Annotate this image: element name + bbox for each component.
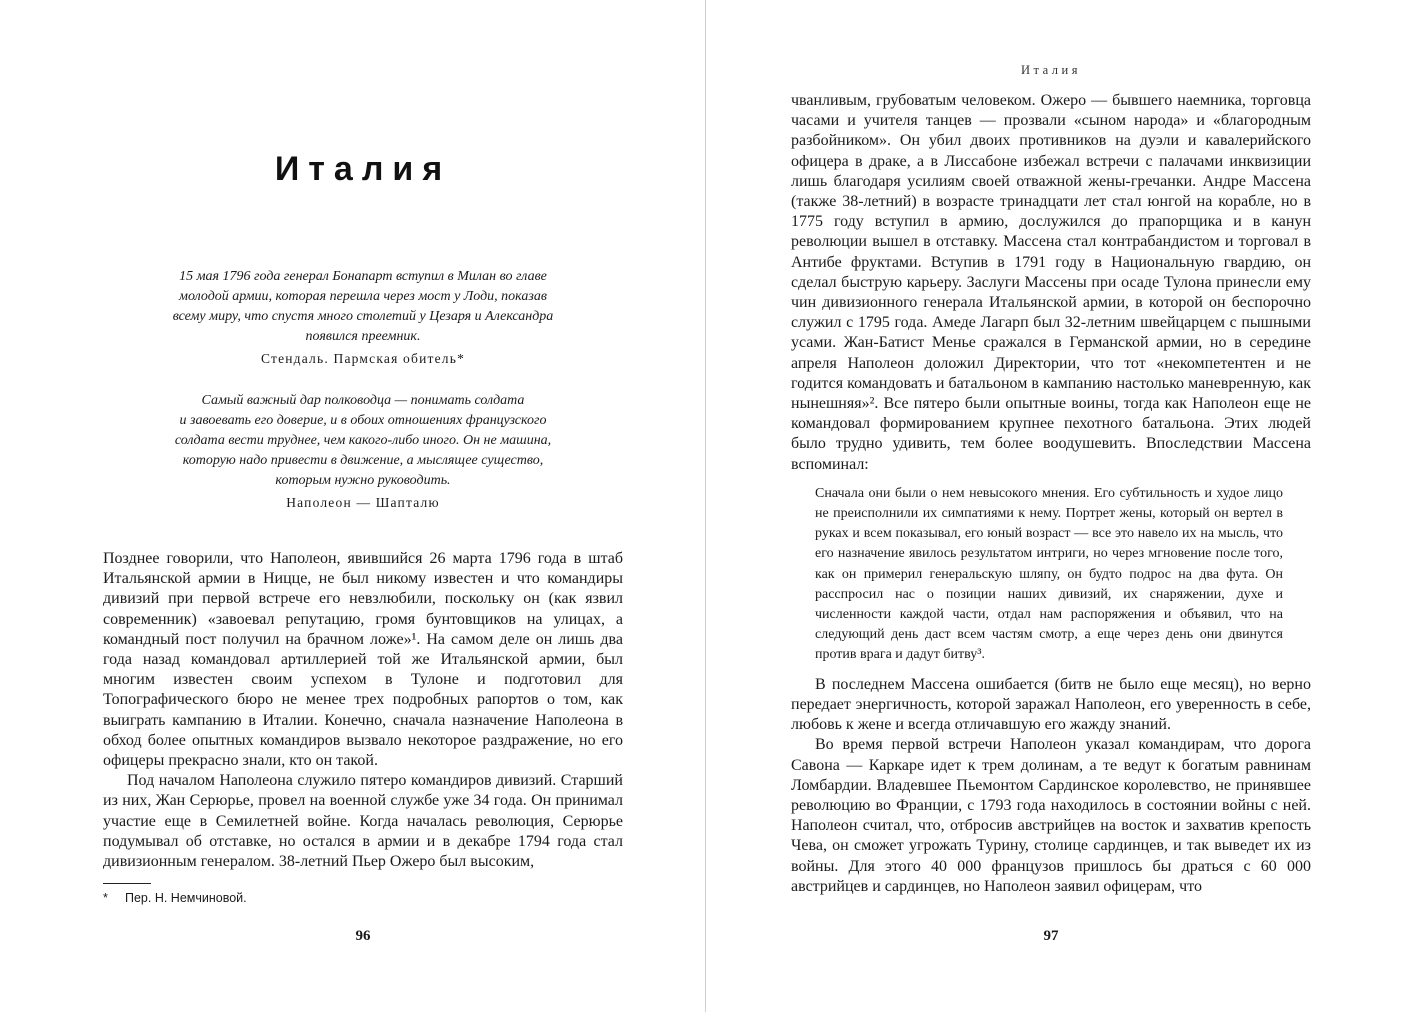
epigraph-source: Наполеон — Шапталю [286, 495, 440, 510]
epigraph-napoleon [140, 391, 586, 513]
epigraph-line: всему миру, что спустя много столетий у Цезаря и Александра [172, 309, 554, 324]
footnote [103, 891, 247, 905]
body-paragraph: чванливым, грубоватым человеком. Ожеро — бывшего наемника, торговца часами и учителя танцев — прозвали «сыном народа» и «благородным разбойником». Он убил двоих противников на дуэли и кавалерийского офицера в драке, а в Лиссабоне избежал встречи с палачами инквизиции лишь благодаря усилиям своей отважной жены-гречанки. Андре Массена (также 38-летний) в возрасте тринадцати лет стал юнгой на корабле, но в 1775 году вступил в армию, дослужился до прапорщика и в канун революции вышел в отставку. Массена стал контрабандистом и торговал в Антибе фруктами. Вступив в 1791 году в Национальную гвардию, он сделал быструю карьеру. Заслуги Массены при осаде Тулона принесли ему чин дивизионного генерала Итальянской армии, в которой он беспорочно служил с 1795 года. Амеде Лагарп был 32-летним швейцарцем с пышными усами. Жан-Батист Менье сражался в Германской армии, но в середине апреля Наполеон доложил Директории, что тот «некомпетентен и не годится командовать и батальоном в кампанию настолько маневренную, как нынешняя»². Все пятеро были опытные воины, тогда как Наполеон еще не командовал формированием крупнее пехотного батальона. Этих людей было трудно удивить, тем более воодушевить. Впоследствии Массена вспоминал: [791, 92, 1311, 473]
epigraph-line: молодой армии, которая перешла через мост у Лоди, показав [179, 289, 547, 304]
page-number: 96 [355, 928, 371, 944]
epigraph-stendhal [140, 267, 586, 369]
epigraph-line: Самый важный дар полководца — понимать солдата [201, 393, 525, 408]
epigraph-source: Стендаль. Пармская обитель* [260, 351, 466, 366]
page-number: 97 [1043, 928, 1059, 944]
epigraph-line: появился преемник. [305, 329, 421, 344]
body-paragraph: Позднее говорили, что Наполеон, явившийся 26 марта 1796 года в штаб Итальянской армии в Ницце, не был никому известен и что командиры дивизий при первой встрече его невзлюбили, поскольку он (как язвил современник) «завоевал репутацию, громя бунтовщиков на улицах, а командный пост получил на брачном ложе»¹. На самом деле он лишь два года назад командовал артиллерией той же Итальянской армии, был многим известен своим успехом в Тулоне и подготовил для Топографического бюро не менее трех подробных рапортов о том, как выиграть кампанию в Италии. Конечно, сначала назначение Наполеона в обход более опытных командиров вызвало некоторое раздражение, но его офицеры прекрасно знали, кто он такой. [103, 550, 623, 770]
epigraph-line: которым нужно руководить. [275, 473, 451, 488]
footnote-rule [103, 883, 151, 884]
left-body-text [103, 549, 623, 872]
footnote-text: Пер. Н. Немчиновой. [125, 891, 247, 905]
epigraph-line: 15 мая 1796 года генерал Бонапарт вступил в Милан во главе [179, 269, 547, 284]
epigraph-line: и завоевать его доверие, и в обоих отношениях французского [179, 413, 547, 428]
right-body-text [791, 91, 1311, 897]
right-page [707, 0, 1410, 1012]
running-head: Италия [1021, 63, 1081, 77]
epigraph-line: которую надо привести в движение, а мыслящее существо, [182, 453, 544, 468]
body-paragraph: Во время первой встречи Наполеон указал командирам, что дорога Савона — Каркаре идет к трем долинам, а те ведут к богатым равнинам Ломбардии. Владевшее Пьемонтом Сардинское королевство, не принявшее революцию во Франции, с 1793 года находилось в состоянии войны с ней. Наполеон считал, что, отбросив австрийцев на восток и захватив крепость Чева, он сможет угрожать Турину, столице сардинцев, и так выведет их из войны. Для этого 40 000 французов пришлось бы драться с 60 000 австрийцев и сардинцев, но Наполеон заявил офицерам, что [791, 736, 1311, 895]
gutter-divider [705, 0, 706, 1012]
body-paragraph: Под началом Наполеона служило пятеро командиров дивизий. Старший из них, Жан Серюрье, провел на военной службе уже 34 года. Он принимал участие еще в Семилетней войне. Когда началась революция, Серюрье подумывал об отставке, но остался в армии и в декабре 1794 года стал дивизионным генералом. 38-летний Пьер Ожеро был высоким, [103, 772, 623, 871]
chapter-title: Италия [274, 150, 452, 188]
footnote-mark: * [103, 891, 108, 905]
epigraph-line: солдата вести труднее, чем какого-либо иного. Он не машина, [174, 433, 552, 448]
body-paragraph: В последнем Массена ошибается (битв не было еще месяц), но верно передает энергичность, которой заражал Наполеон, его уверенность в себе, любовь к жене и всегда отличавшую его жажду знаний. [791, 675, 1311, 734]
block-quote: Сначала они были о нем невысокого мнения. Его субтильность и худое лицо не преисполнили их симпатиями к нему. Портрет жены, который он вертел в руках и всем показывал, его юный возраст — все это навело их на мысль, что его назначение явилось результатом интриги, но через мгновение после того, как он примерил генеральскую шляпу, он будто подрос на два фута. Он расспросил нас о позиции наших дивизий, их снаряжении, духе и численности каждой части, отдал нам распоряжения и объявил, что на следующий день даст всем частям смотр, а еще через день они двинутся против врага и дадут битву³. [815, 485, 1283, 663]
